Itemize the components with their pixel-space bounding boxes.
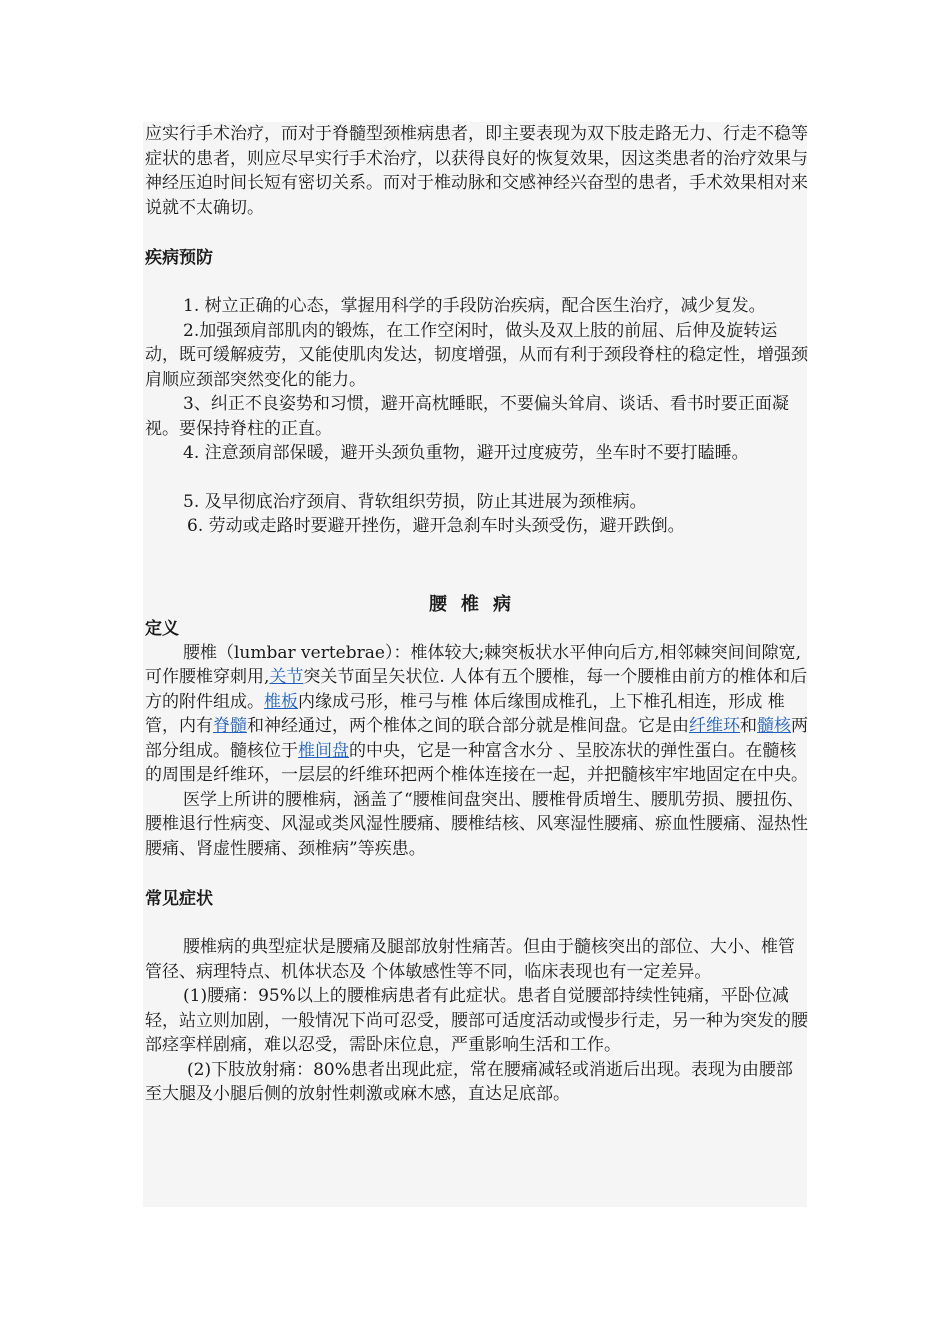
definition-paragraph-2: 医学上所讲的腰椎病，涵盖了“腰椎间盘突出、腰椎骨质增生、腰肌劳损、腰扭伤、腰椎退行性病变、风湿或类风湿性腰痛、腰椎结核、风寒湿性腰痛、瘀血性腰痛、湿热性腰痛、肾虚性腰痛、颈椎病”等疾患。 bbox=[145, 789, 808, 859]
definition-text-e: 和 bbox=[740, 716, 757, 736]
link-jisui[interactable]: 脊髓 bbox=[213, 716, 247, 736]
link-zhuiban[interactable]: 椎板 bbox=[264, 691, 298, 712]
definition-text-f: 两部分组成。髓核位于 bbox=[145, 716, 808, 761]
definition-text-d: 和神经通过，两个椎体之间的联合部分就是椎间盘。它是由 bbox=[247, 716, 689, 736]
prevention-item-6: 6. 劳动或走路时要避开挫伤，避开急刹车时头颈受伤，避开跌倒。 bbox=[187, 516, 685, 536]
prevention-item-3: 3、纠正不良姿势和习惯，避开高枕睡眠，不要偏头耸肩、谈话、看书时要正面凝视。要保持脊柱的正直。 bbox=[145, 394, 789, 439]
link-suihe[interactable]: 髓核 bbox=[757, 716, 791, 736]
definition-text-g: 的中央，它是一种富含水分 、呈胶冻状的弹性蛋白。在髓核的周围是纤维环，一层层的纤维环把两个椎体连接在一起，并把髓核牢牢地固定在中央。 bbox=[145, 740, 808, 785]
definition-text-c: 内缘成弓形，椎弓与椎 体后缘围成椎孔，上下椎孔相连，形成 椎管，内有 bbox=[145, 691, 785, 736]
prevention-item-2: 2.加强颈肩部肌肉的锻炼，在工作空闲时，做头及双上肢的前屈、后伸及旋转运动，既可缓解疲劳，又能使肌肉发达，韧度增强，从而有利于颈段脊柱的稳定性，增强颈肩顺应颈部突然变化的能力。 bbox=[145, 320, 808, 390]
link-xianweihuan[interactable]: 纤维环 bbox=[689, 716, 740, 736]
lumbar-title: 腰椎病 bbox=[429, 593, 525, 615]
link-guanjie[interactable]: 关节 bbox=[269, 667, 304, 687]
prevention-item-4: 4. 注意颈肩部保暖，避开头颈负重物，避开过度疲劳，坐车时不要打瞌睡。 bbox=[183, 443, 749, 463]
definition-paragraph-1 bbox=[145, 641, 809, 788]
definition-text-a: 腰椎（lumbar vertebrae）：椎体较大;棘突板状水平伸向后方,相邻棘突间间隙宽,可作腰椎穿刺用, bbox=[145, 642, 801, 687]
prevention-heading: 疾病预防 bbox=[145, 248, 213, 268]
symptoms-paragraph-1: 腰椎病的典型症状是腰痛及腿部放射性痛苦。但由于髓核突出的部位、大小、椎管管径、病理特点、机体状态及 个体敏感性等不同，临床表现也有一定差异。 bbox=[145, 937, 795, 982]
prevention-item-5: 5. 及早彻底治疗颈肩、背软组织劳损，防止其进展为颈椎病。 bbox=[183, 491, 647, 512]
symptoms-heading: 常见症状 bbox=[145, 889, 213, 909]
prevention-item-1: 1. 树立正确的心态，掌握用科学的手段防治疾病，配合医生治疗，减少复发。 bbox=[183, 296, 766, 316]
definition-heading: 定义 bbox=[145, 618, 179, 639]
document-body bbox=[145, 122, 813, 1107]
symptoms-paragraph-2: (1)腰痛：95%以上的腰椎病患者有此症状。患者自觉腰部持续性钝痛，平卧位减轻，站立则加剧，一般情况下尚可忍受，腰部可适度活动或慢步行走，另一种为突发的腰部痉挛样剧痛，难以忍受，需卧床位息，严重影响生活和工作。 bbox=[145, 986, 808, 1055]
intro-paragraph: 应实行手术治疗，而对于脊髓型颈椎病患者，即主要表现为双下肢走路无力、行走不稳等症状的患者，则应尽早实行手术治疗，以获得良好的恢复效果，因这类患者的治疗效果与神经压迫时间长短有密切关系。而对于椎动脉和交感神经兴奋型的患者，手术效果相对来说就不太确切。 bbox=[145, 124, 808, 218]
definition-text-b: 突关节面呈矢状位. 人体有五个腰椎，每一个腰椎由前方的椎体和后方的附件组成。 bbox=[145, 667, 808, 712]
link-zhuijianpan[interactable]: 椎间盘 bbox=[298, 740, 349, 761]
symptoms-paragraph-3: (2)下肢放射痛：80%患者出现此症，常在腰痛减轻或消逝后出现。表现为由腰部至大腿及小腿后侧的放射性刺激或麻木感，直达足底部。 bbox=[145, 1059, 793, 1104]
